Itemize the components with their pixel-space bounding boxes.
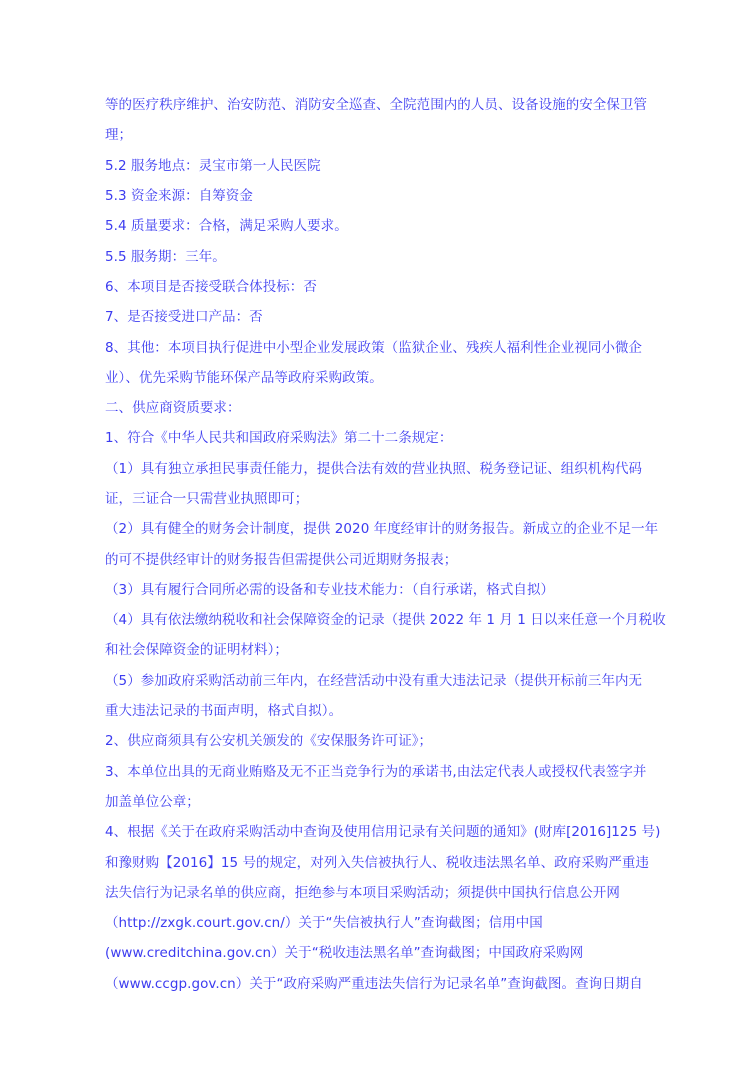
document-line: 3、本单位出具的无商业贿赂及无不正当竞争行为的承诺书,由法定代表人或授权代表签字并 [105, 763, 647, 780]
document-line: 理； [105, 127, 133, 144]
document-line: 业）、优先采购节能环保产品等政府采购政策。 [105, 369, 383, 386]
document-line: 证，三证合一只需营业执照即可； [105, 491, 309, 507]
document-line: (www.creditchina.gov.cn）关于“税收违法黑名单”查询截图；中国政府采购网 [105, 945, 584, 962]
document-line: 5.3 资金来源：自筹资金 [105, 188, 253, 205]
document-line: 二、供应商资质要求： [105, 400, 241, 417]
document-line: （www.ccgp.gov.cn）关于“政府采购严重违法失信行为记录名单”查询截图。查询日期自 [105, 975, 643, 992]
document-line: 和豫财购【2016】15 号的规定，对列入失信被执行人、税收违法黑名单、政府采购严重违 [105, 854, 649, 871]
document-line: 和社会保障资金的证明材料）； [105, 642, 288, 659]
document-line: 7、是否接受进口产品：否 [105, 309, 263, 326]
document-line: 6、本项目是否接受联合体投标：否 [105, 278, 317, 295]
document-line: （1）具有独立承担民事责任能力，提供合法有效的营业执照、税务登记证、组织机构代码 [105, 460, 643, 477]
document-body [105, 88, 665, 997]
document-line: 5.5 服务期：三年。 [105, 248, 226, 265]
document-line: 1、符合《中华人民共和国政府采购法》第二十二条规定： [105, 430, 453, 447]
document-line: 8、其他：本项目执行促进中小型企业发展政策（监狱企业、残疾人福利性企业视同小微企 [105, 339, 643, 356]
document-line: （3）具有履行合同所必需的设备和专业技术能力：（自行承诺，格式自拟） [105, 581, 555, 598]
document-line: 加盖单位公章； [105, 793, 200, 810]
document-line: （5）参加政府采购活动前三年内，在经营活动中没有重大违法记录（提供开标前三年内无 [105, 672, 643, 689]
document-line: 5.4 质量要求：合格，满足采购人要求。 [105, 218, 348, 235]
document-line: 2、供应商须具有公安机关颁发的《安保服务许可证》； [105, 733, 433, 750]
document-line: （2）具有健全的财务会计制度，提供 2020 年度经审计的财务报告。新成立的企业不足一年 [105, 521, 659, 538]
document-line: 5.2 服务地点：灵宝市第一人民医院 [105, 157, 321, 174]
document-line: 等的医疗秩序维护、治安防范、消防安全巡查、全院范围内的人员、设备设施的安全保卫管 [105, 97, 647, 114]
document-line: 的可不提供经审计的财务报告但需提供公司近期财务报表； [105, 551, 458, 568]
document-line: 4、根据《关于在政府采购活动中查询及使用信用记录有关问题的通知》(财库[2016]125 号) [105, 824, 661, 841]
document-line: （http://zxgk.court.gov.cn/）关于“失信被执行人”查询截图；信用中国 [105, 915, 543, 932]
document-line: （4）具有依法缴纳税收和社会保障资金的记录（提供 2022 年 1 月 1 日以来任意一个月税收 [105, 612, 666, 629]
document-line: 重大违法记录的书面声明，格式自拟）。 [105, 703, 343, 720]
document-line: 法失信行为记录名单的供应商，拒绝参与本项目采购活动；须提供中国执行信息公开网 [105, 884, 620, 901]
